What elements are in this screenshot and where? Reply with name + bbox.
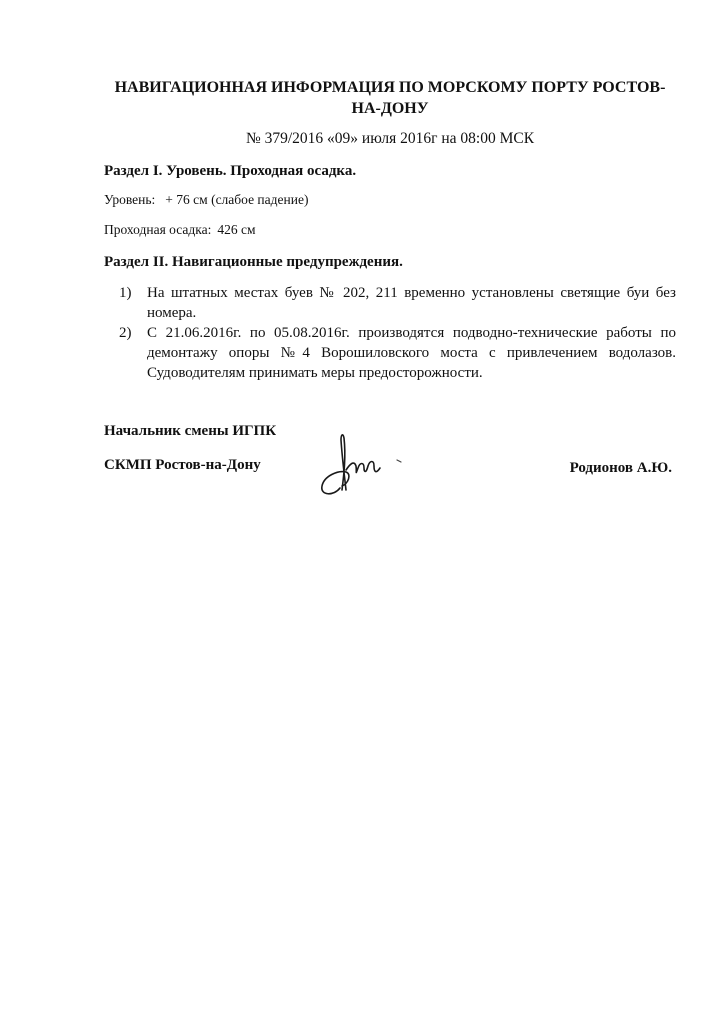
passage-draft-line [104,221,256,239]
document-title: НАВИГАЦИОННАЯ ИНФОРМАЦИЯ ПО МОРСКОМУ ПОРТУ РОСТОВ-НА-ДОНУ [114,79,666,117]
water-level-line [104,191,308,209]
warning-text: С 21.06.2016г. по 05.08.2016г. производятся подводно-технические работы по демонтажу опоры №4 Ворошиловского моста с привлечением водолазов. Судоводителям принимать меры предосторожности. [147,325,676,381]
section-1-heading: Раздел I. Уровень. Проходная осадка. [104,163,357,179]
document-number-line: № 379/2016 «09» июля 2016г на 08:00 МСК [245,130,535,147]
warning-item [119,323,676,383]
warning-text: На штатных местах буев № 202, 211 временно установлены светящие буи без номера. [147,285,676,321]
handwritten-signature [312,430,412,506]
water-level-value: + 76 см (слабое падение) [165,192,309,207]
signatory-name: Родионов А.Ю. [569,460,672,476]
navigation-warnings-list [119,283,676,383]
section-2-heading: Раздел II. Навигационные предупреждения. [104,254,403,270]
signatory-role-line-1: Начальник смены ИГПК [104,423,277,439]
warning-number: 2) [119,325,132,341]
passage-draft-label: Проходная осадка: [104,222,212,237]
warning-item [119,283,676,323]
water-level-label: Уровень: [104,192,156,207]
passage-draft-value: 426 см [217,222,256,237]
warning-number: 1) [119,285,132,301]
signatory-role-line-2: СКМП Ростов-на-Дону [104,457,261,473]
